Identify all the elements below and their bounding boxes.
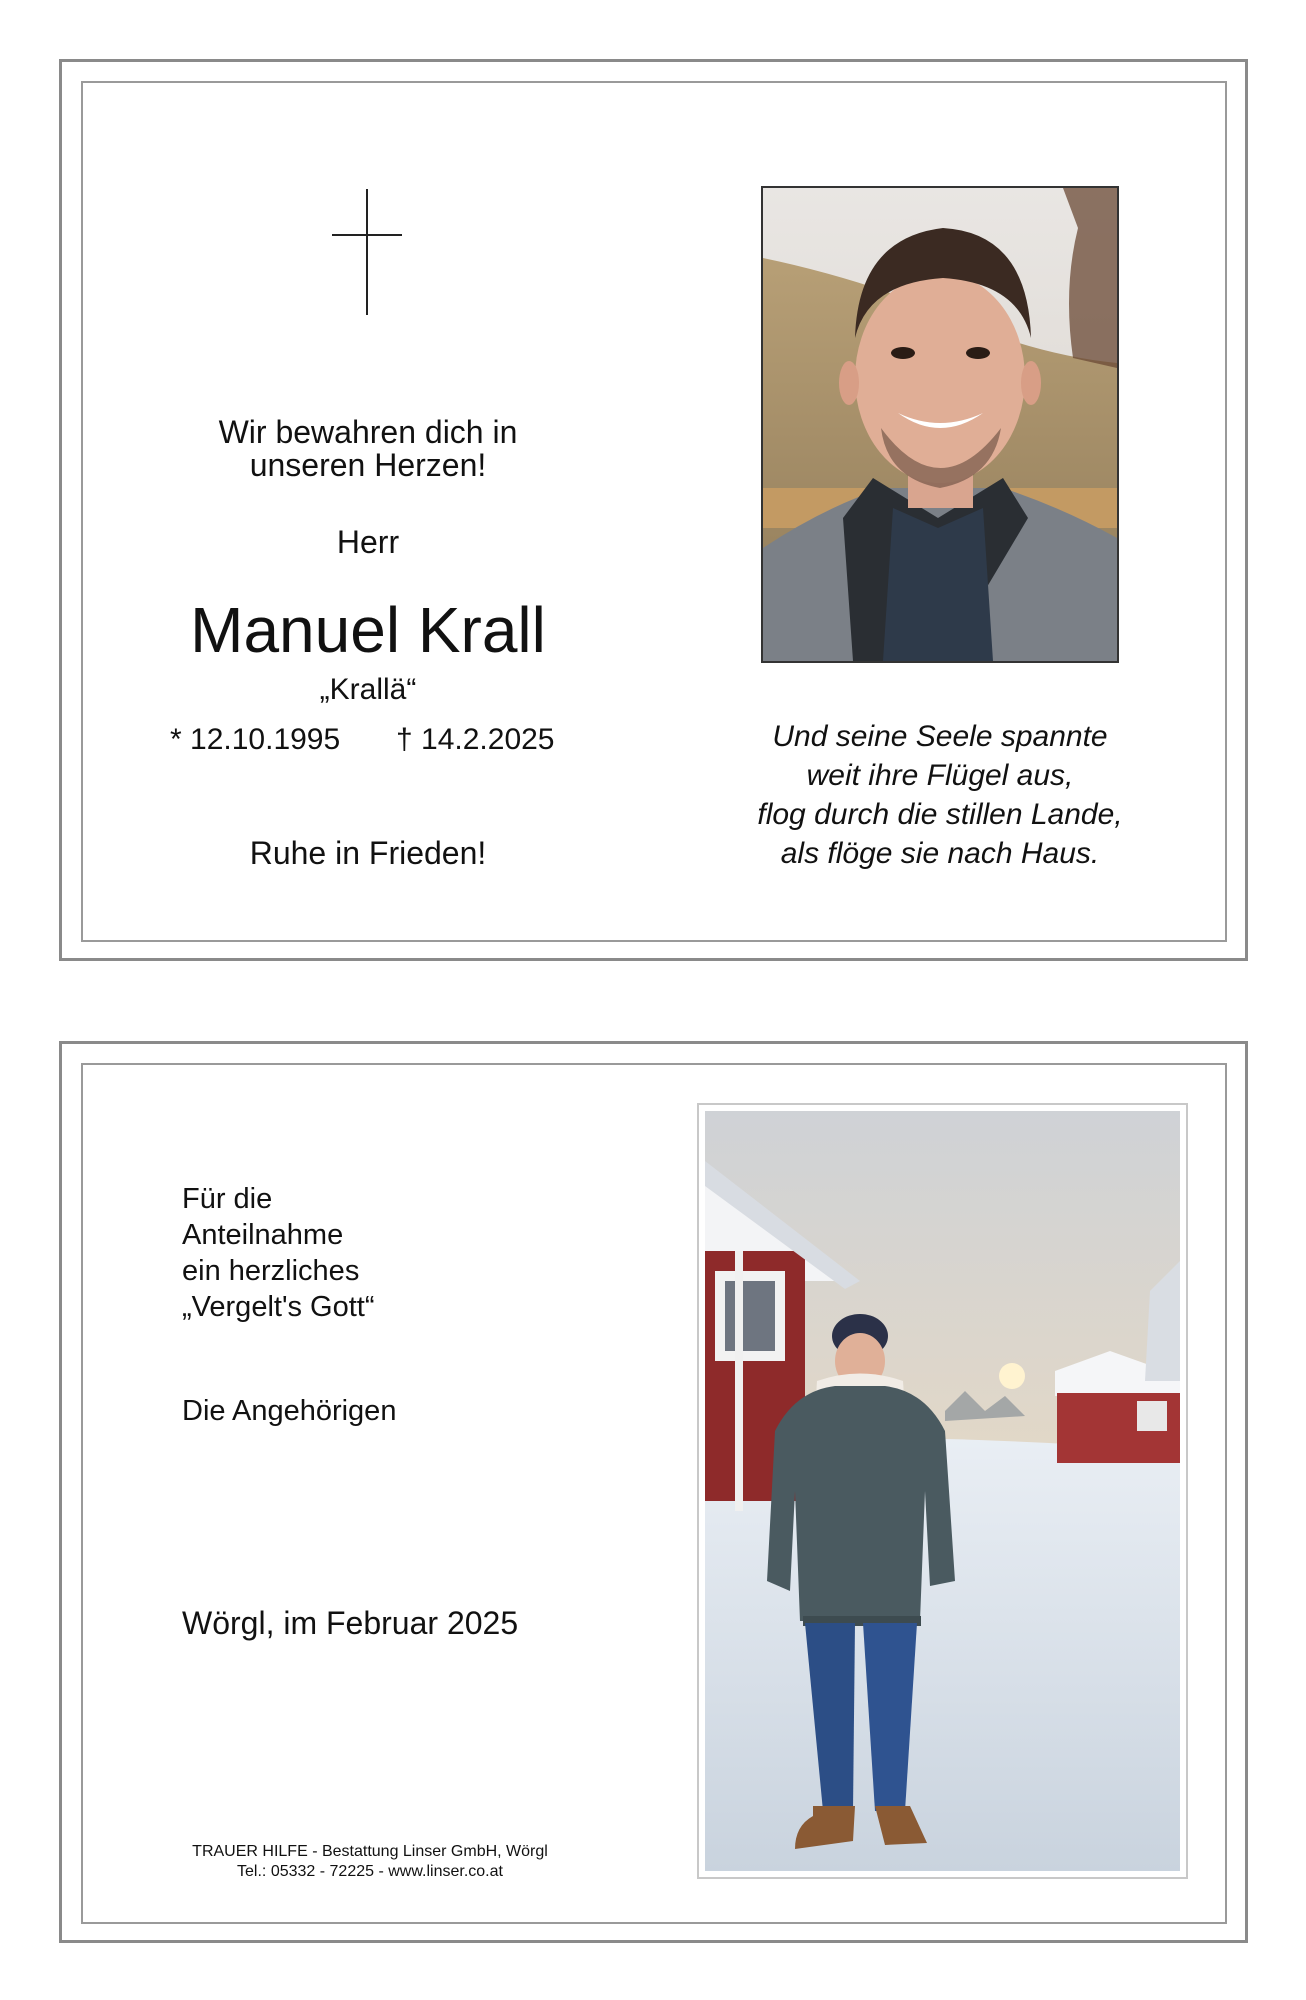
salutation: Herr xyxy=(336,524,400,560)
footer-line-2: Tel.: 05332 - 72225 - www.linser.co.at xyxy=(237,1863,503,1880)
nickname: „Krallä“ xyxy=(319,673,417,706)
footer-line-1: TRAUER HILFE - Bestattung Linser GmbH, Wörgl xyxy=(192,1843,548,1860)
deceased-name: Manuel Krall xyxy=(190,594,546,666)
closing-phrase: Ruhe in Frieden! xyxy=(249,835,487,871)
motto-line-1: Wir bewahren dich in xyxy=(218,414,518,450)
birth-date-row xyxy=(170,722,340,758)
thanks-line-4: „Vergelt's Gott“ xyxy=(182,1291,375,1323)
place-and-date: Wörgl, im Februar 2025 xyxy=(182,1605,519,1641)
death-date-row xyxy=(396,722,555,758)
thanks-line-1: Für die xyxy=(182,1183,273,1215)
thanks-text xyxy=(182,1181,375,1325)
poem-line-2: weit ihre Flügel aus, xyxy=(806,759,1074,792)
poem-line-4: als flöge sie nach Haus. xyxy=(780,837,1100,870)
poem xyxy=(690,717,1190,873)
poem-line-1: Und seine Seele spannte xyxy=(772,720,1108,753)
motto-line-2: unseren Herzen! xyxy=(249,447,487,483)
signature: Die Angehörigen xyxy=(182,1395,397,1427)
thanks-line-3: ein herzliches xyxy=(182,1255,360,1287)
birth-symbol: * xyxy=(170,723,182,756)
cross-icon xyxy=(330,189,404,315)
birth-date: 12.10.1995 xyxy=(190,723,341,756)
funeral-home-footer xyxy=(170,1842,570,1882)
portrait-photo xyxy=(761,186,1119,663)
winter-photo xyxy=(705,1111,1180,1871)
death-date: 14.2.2025 xyxy=(421,723,555,756)
death-symbol: † xyxy=(396,723,413,756)
poem-line-3: flog durch die stillen Lande, xyxy=(757,798,1123,831)
thanks-line-2: Anteilnahme xyxy=(182,1219,344,1251)
